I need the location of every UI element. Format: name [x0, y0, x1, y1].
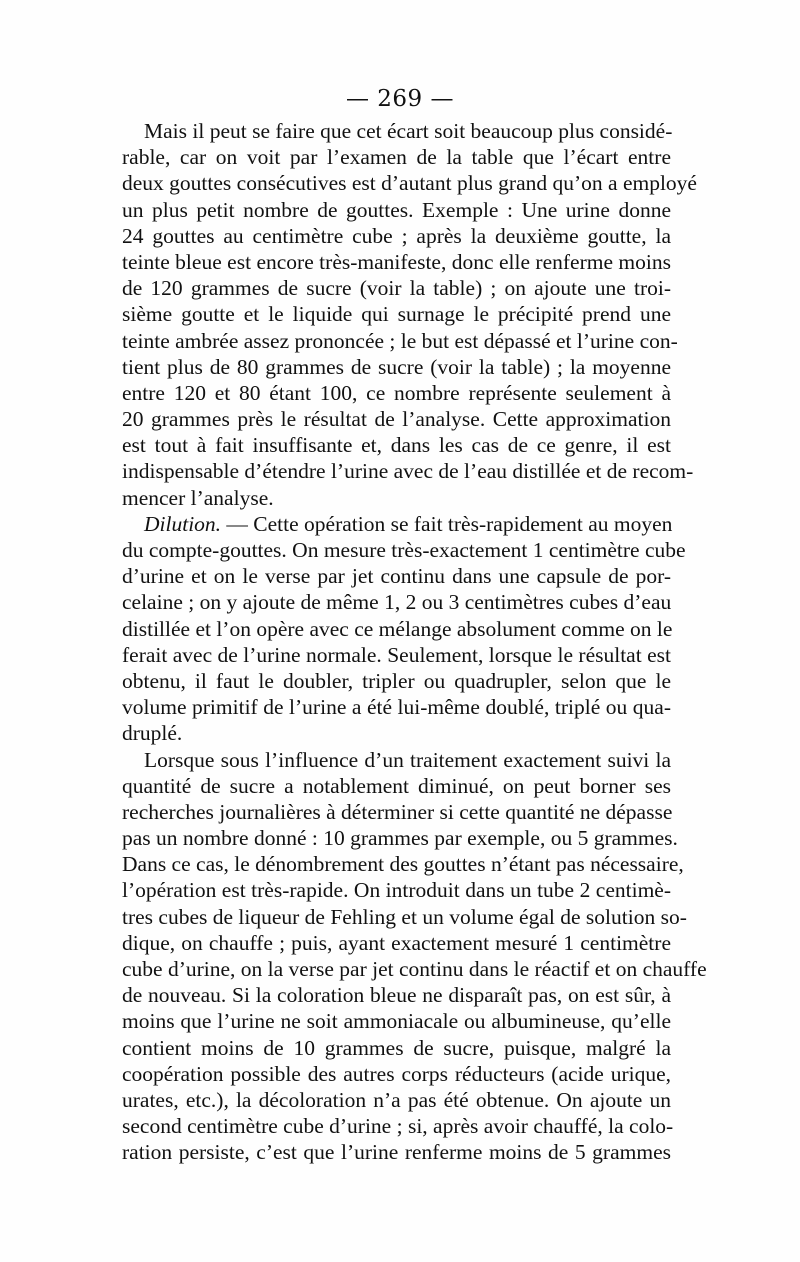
text-line: cube d’urine, on la verse par jet continu dans le réactif et on chauffe [122, 957, 707, 981]
text-line: Mais il peut se faire que cet écart soit beaucoup plus considé- [144, 119, 673, 143]
text-line: indispensable d’étendre l’urine avec de l’eau distillée et de recom- [122, 459, 694, 484]
text-line: obtenu, il faut le doubler, tripler ou quadrupler, selon que le [122, 668, 671, 693]
text-line: tient plus de 80 grammes de sucre (voir la table) ; la moyenne [122, 354, 671, 379]
text-fragment: — Cette opération se fait très-rapidement au moyen [221, 511, 673, 536]
text-line: druplé. [122, 721, 183, 746]
text-line: volume primitif de l’urine a été lui-même doublé, triplé ou qua- [122, 695, 671, 720]
text-line: tres cubes de liqueur de Fehling et un volume égal de solution so- [122, 904, 687, 929]
text-line: 24 gouttes au centimètre cube ; après la deuxième goutte, la [122, 223, 671, 248]
text-line: mencer l’analyse. [122, 485, 274, 510]
text-line: deux gouttes consécutives est d’autant plus grand qu’on a employé [122, 171, 697, 196]
text-line: Lorsque sous l’influence d’un traitement exactement suivi la [144, 747, 671, 772]
text-line: 20 grammes près le résultat de l’analyse. Cette approximation [122, 407, 671, 432]
text-line: dique, on chauffe ; puis, ayant exactement mesuré 1 centimètre [122, 930, 671, 955]
text-line: teinte bleue est encore très-manifeste, donc elle renferme moins [122, 249, 671, 274]
text-line: de 120 grammes de sucre (voir la table) ; on ajoute une troi- [122, 276, 671, 301]
text-line: entre 120 et 80 étant 100, ce nombre représente seulement à [122, 380, 671, 405]
text-line: d’urine et on le verse par jet continu dans une capsule de por- [122, 564, 671, 589]
text-line: celaine ; on y ajoute de même 1, 2 ou 3 centimètres cubes d’eau [122, 590, 672, 615]
text-line: ration persiste, c’est que l’urine renferme moins de 5 grammes [122, 1140, 671, 1165]
section-lead-italic: Dilution. [144, 511, 222, 536]
text-line: recherches journalières à déterminer si cette quantité ne dépasse [122, 799, 673, 824]
text-line: quantité de sucre a notablement diminué, on peut borner ses [122, 773, 671, 798]
text-line: ferait avec de l’urine normale. Seulement, lorsque le résultat est [122, 642, 671, 667]
body-text [122, 118, 707, 1166]
text-line: pas un nombre donné : 10 grammes par exemple, ou 5 grammes. [122, 826, 678, 851]
text-line: de nouveau. Si la coloration bleue ne disparaît pas, on est sûr, à [122, 983, 671, 1008]
page-number: — 269 — [345, 86, 455, 112]
text-line: est tout à fait insuffisante et, dans les cas de ce genre, il est [122, 433, 671, 458]
text-line: sième goutte et le liquide qui surnage le précipité prend une [122, 302, 671, 327]
text-line: un plus petit nombre de gouttes. Exemple : Une urine donne [122, 197, 671, 222]
text-line: rable, car on voit par l’examen de la table que l’écart entre [122, 145, 671, 170]
text-line: moins que l’urine ne soit ammoniacale ou albumineuse, qu’elle [122, 1009, 671, 1034]
text-line: urates, etc.), la décoloration n’a pas été obtenue. On ajoute un [122, 1087, 671, 1112]
text-line: du compte-gouttes. On mesure très-exactement 1 centimètre cube [122, 538, 686, 562]
text-line: coopération possible des autres corps réducteurs (acide urique, [122, 1061, 671, 1086]
text-line: l’opération est très-rapide. On introduit dans un tube 2 centimè- [122, 878, 671, 903]
text-line: contient moins de 10 grammes de sucre, puisque, malgré la [122, 1035, 671, 1060]
text-line: Dans ce cas, le dénombrement des gouttes n’étant pas nécessaire, [122, 852, 684, 877]
text-line: teinte ambrée assez prononcée ; le but est dépassé et l’urine con- [122, 328, 678, 353]
text-line [122, 511, 671, 537]
text-line: distillée et l’on opère avec ce mélange absolument comme on le [122, 616, 673, 641]
text-line: second centimètre cube d’urine ; si, après avoir chauffé, la colo- [122, 1114, 674, 1139]
